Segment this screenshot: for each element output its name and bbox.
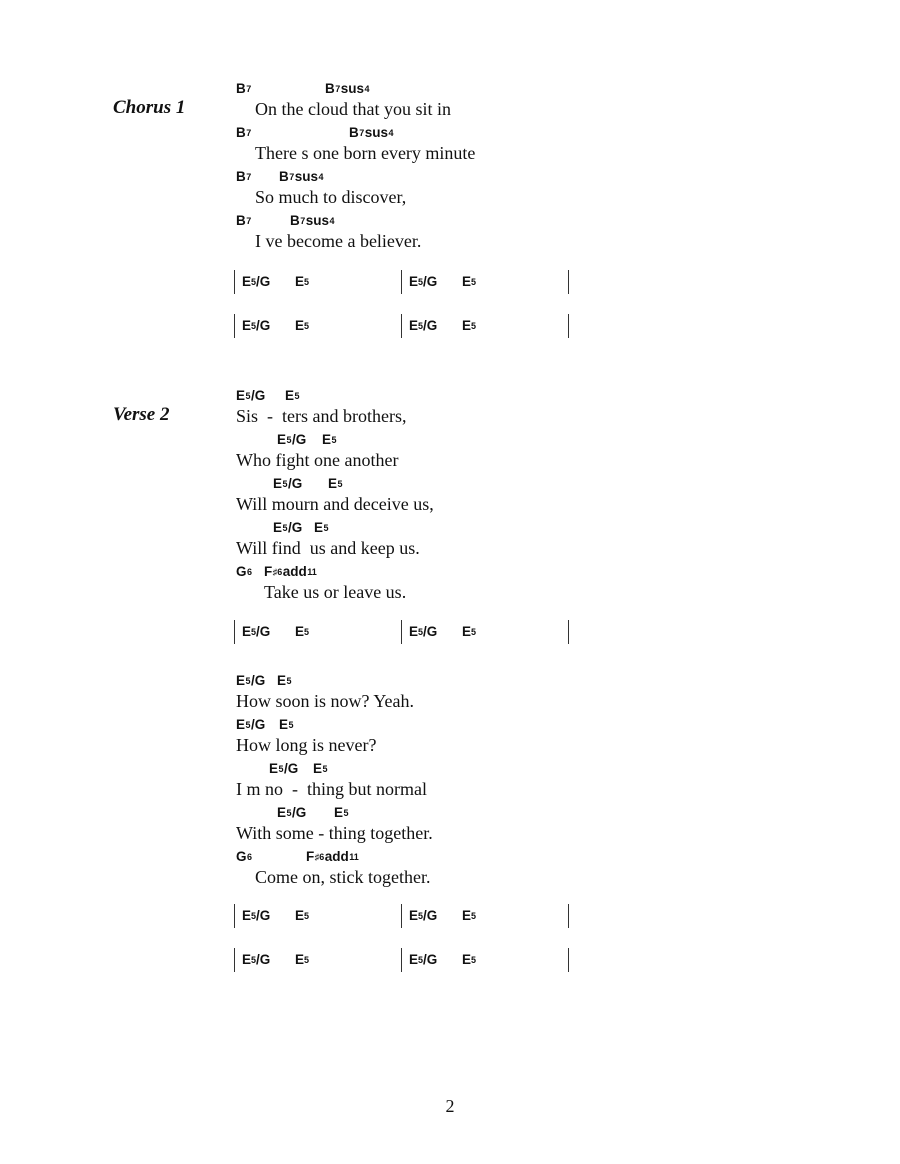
measure-row [234, 314, 574, 338]
lyric-line [235, 806, 795, 850]
chord: $E^5$ [313, 761, 328, 776]
chord: $B^7sus^4$ [325, 81, 370, 96]
lyric-line [235, 82, 795, 126]
chord: $E^5/G$ [236, 673, 266, 688]
barline [234, 314, 235, 338]
chord: $E^5$ [285, 388, 300, 403]
chord: $E^5$ [462, 624, 477, 639]
chord: $E^5/G$ [273, 476, 303, 491]
lyric-text: Who fight one another [236, 450, 399, 470]
chord: $B^7$ [236, 169, 252, 184]
lyric-text: Will find us and keep us. [236, 538, 420, 558]
chord: $E^5$ [334, 805, 349, 820]
chord: $E^5$ [462, 908, 477, 923]
measure-row [234, 904, 574, 928]
chord: $E^5$ [462, 274, 477, 289]
chord: $E^5/G$ [277, 432, 307, 447]
barline [401, 270, 402, 294]
chord: $E^5/G$ [269, 761, 299, 776]
measure-row [234, 620, 574, 644]
lyric-text: Come on, stick together. [255, 867, 431, 887]
chord: $E^5$ [295, 274, 310, 289]
lyric-line [235, 477, 795, 521]
barline [568, 620, 569, 644]
chord: $G^6$ [236, 564, 253, 579]
chord: $E^5/G$ [409, 318, 438, 333]
chord: $E^5/G$ [409, 908, 438, 923]
barline [568, 270, 569, 294]
barline [234, 904, 235, 928]
lyric-line [235, 718, 795, 762]
chord: $B^7$ [236, 213, 252, 228]
chord: $E^5$ [295, 908, 310, 923]
chord: $E^5$ [314, 520, 329, 535]
chord: $E^5/G$ [242, 624, 271, 639]
chord: $B^7$ [236, 81, 252, 96]
chord: $E^5/G$ [242, 274, 271, 289]
chord: $E^5$ [279, 717, 294, 732]
measure-row [234, 948, 574, 972]
barline [234, 620, 235, 644]
chord: $F^{♯6}add^{11}$ [306, 849, 359, 864]
lyric-text: There s one born every minute [255, 143, 476, 163]
lyric-text: On the cloud that you sit in [255, 99, 451, 119]
chord: $E^5/G$ [242, 908, 271, 923]
chord: $E^5$ [295, 624, 310, 639]
chord: $E^5$ [462, 952, 477, 967]
barline [401, 948, 402, 972]
lyric-line [235, 126, 795, 170]
chord: $B^7sus^4$ [279, 169, 324, 184]
chord: $E^5$ [277, 673, 292, 688]
chord: $E^5$ [328, 476, 343, 491]
chord: $E^5/G$ [409, 952, 438, 967]
chord: $B^7$ [236, 125, 252, 140]
lyric-text: How long is never? [236, 735, 377, 755]
lyric-line [235, 214, 795, 258]
lyric-line [235, 433, 795, 477]
chord: $F^{♯6}add^{11}$ [264, 564, 317, 579]
chord: $B^7sus^4$ [349, 125, 394, 140]
barline [234, 270, 235, 294]
lyric-line [235, 170, 795, 214]
chord: $E^5/G$ [236, 388, 266, 403]
barline [568, 904, 569, 928]
lyric-line [235, 674, 795, 718]
page-number: 2 [445, 1096, 455, 1116]
chord: $E^5/G$ [273, 520, 303, 535]
lyric-line [235, 565, 795, 609]
chord: $E^5$ [295, 318, 310, 333]
lyric-text: I m no - thing but normal [236, 779, 427, 799]
chord: $E^5/G$ [409, 624, 438, 639]
barline [568, 948, 569, 972]
lyric-line [235, 521, 795, 565]
chord: $E^5$ [295, 952, 310, 967]
lyric-text: Sis - ters and brothers, [236, 406, 407, 426]
chord: $B^7sus^4$ [290, 213, 335, 228]
lyric-text: I ve become a believer. [255, 231, 422, 251]
section-label-chorus-1: Chorus 1 [113, 97, 186, 118]
barline [401, 620, 402, 644]
barline [401, 904, 402, 928]
lyric-line [235, 762, 795, 806]
lyric-text: So much to discover, [255, 187, 407, 207]
lyric-text: With some - thing together. [236, 823, 433, 843]
barline [234, 948, 235, 972]
chord: $E^5$ [462, 318, 477, 333]
chord: $E^5/G$ [409, 274, 438, 289]
lyric-line [235, 389, 795, 433]
lyric-text: Take us or leave us. [264, 582, 407, 602]
chord: $E^5/G$ [236, 717, 266, 732]
section-label-verse-2: Verse 2 [113, 404, 170, 425]
lyric-line [235, 850, 795, 894]
measure-row [234, 270, 574, 294]
barline [401, 314, 402, 338]
lyric-text: How soon is now? Yeah. [236, 691, 415, 711]
chord: $G^6$ [236, 849, 253, 864]
chord: $E^5/G$ [242, 952, 271, 967]
lyric-text: Will mourn and deceive us, [236, 494, 434, 514]
chord: $E^5$ [322, 432, 337, 447]
chord: $E^5/G$ [242, 318, 271, 333]
chord: $E^5/G$ [277, 805, 307, 820]
barline [568, 314, 569, 338]
